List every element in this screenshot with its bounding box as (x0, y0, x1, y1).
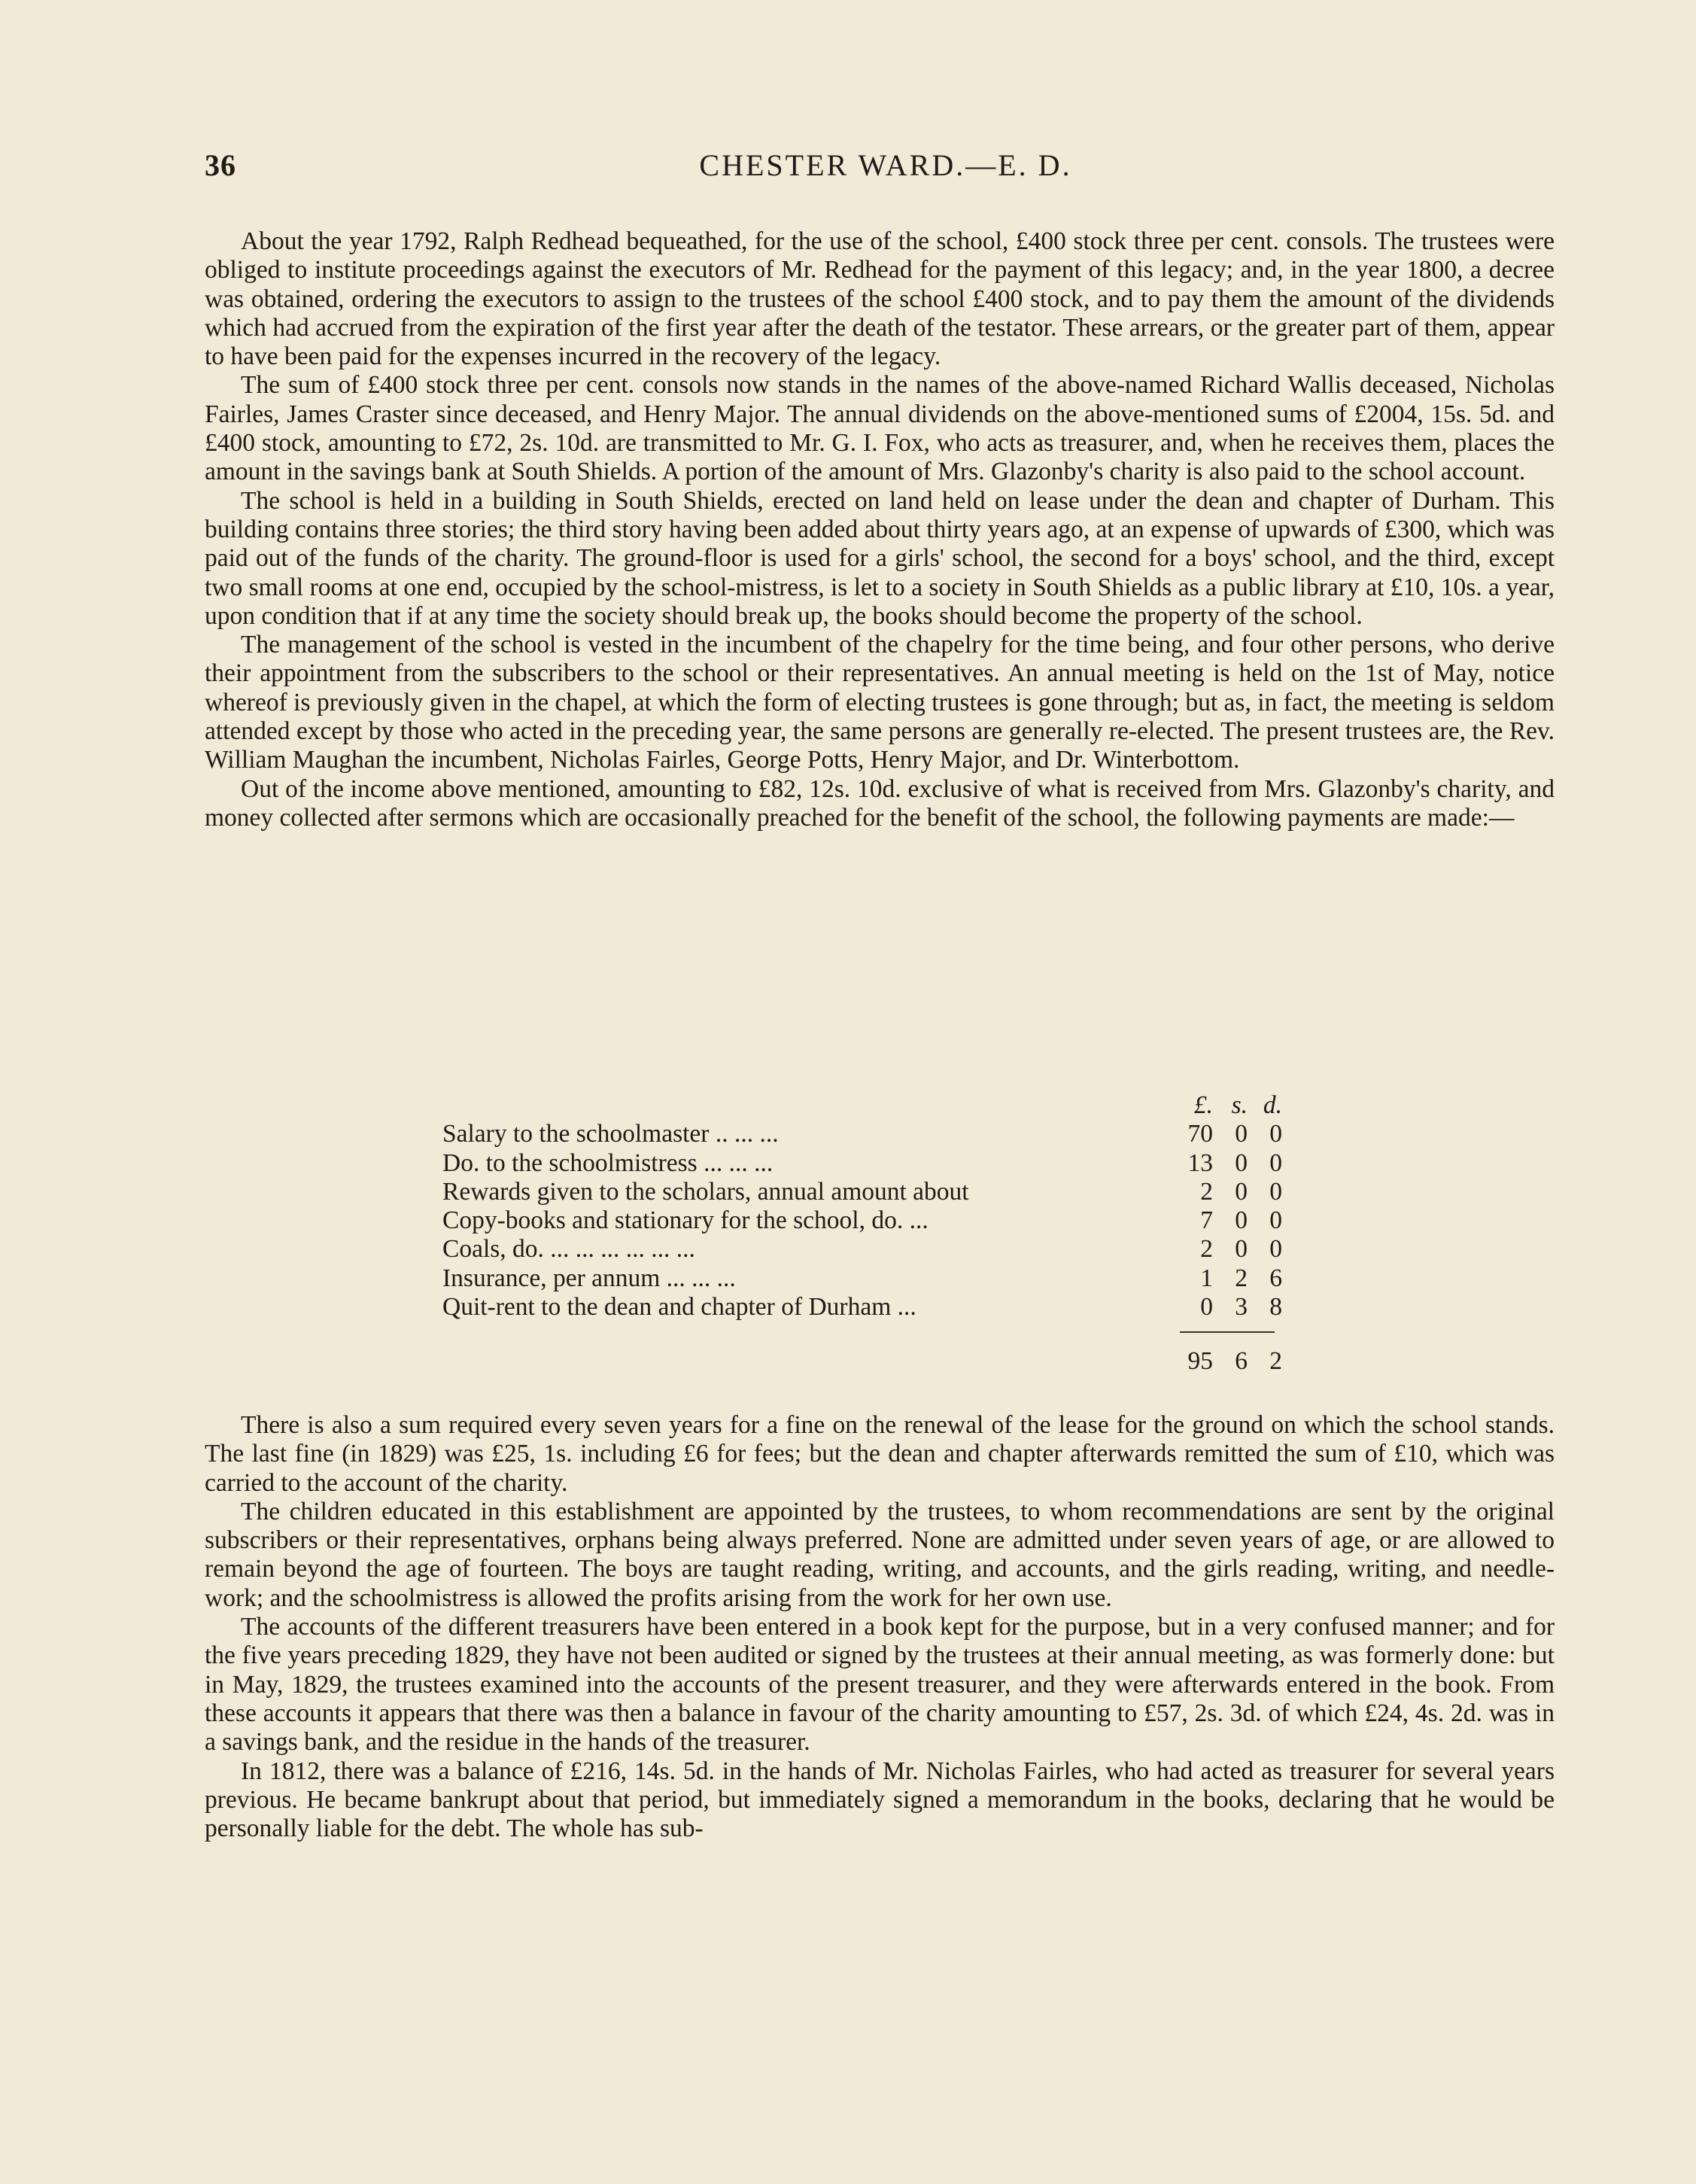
page-header (205, 148, 1567, 196)
cell-pounds: 2 (1200, 1235, 1213, 1264)
total-rule (1180, 1331, 1275, 1333)
paragraph: The sum of £400 stock three per cent. consols now stands in the names of the above-named Richard Wallis deceased, Nicholas Fairles, James Craster since deceased, and Henry Major. The annual dividends on the above-mentioned sums of £2004, 15s. 5d. and £400 stock, amounting to £72, 2s. 10d. are transmitted to Mr. G. I. Fox, who acts as treasurer, and, when he receives them, places the amount in the savings bank at South Shields. A portion of the amount of Mrs. Glazonby's charity is also paid to the school account. (205, 371, 1555, 486)
cell-pounds: 0 (1200, 1293, 1213, 1322)
cell-pounds: 1 (1200, 1264, 1213, 1292)
cell-shillings: 0 (1235, 1148, 1248, 1177)
cell-pounds: 13 (1187, 1148, 1213, 1177)
cell-pence: 6 (1269, 1264, 1282, 1292)
cell-pounds: 7 (1200, 1206, 1213, 1235)
body-text-bottom (205, 1411, 1555, 1843)
paragraph: The children educated in this establishment are appointed by the trustees, to whom recommendations are sent by the original subscribers or their representatives, orphans being always preferred. None are admitted under seven years of age, or are allowed to remain beyond the age of fourteen. The boys are taught reading, writing, and accounts, and the girls reading, writing, and needle-work; and the schoolmistress is allowed the profits arising from the work for her own use. (205, 1497, 1555, 1612)
col-header-pounds: £. (1193, 1091, 1213, 1119)
cell-pence: 0 (1269, 1120, 1282, 1148)
paragraph: In 1812, there was a balance of £216, 14s. 5d. in the hands of Mr. Nicholas Fairles, who had acted as treasurer for several years previous. He became bankrupt about that period, but immediately signed a memorandum in the books, declaring that he would be personally liable for the debt. The whole has sub- (205, 1757, 1555, 1843)
row-label: Coals, do. ... ... ... ... ... ... (442, 1235, 695, 1264)
cell-shillings: 2 (1235, 1264, 1248, 1292)
row-label: Quit-rent to the dean and chapter of Durham ... (442, 1293, 916, 1322)
col-header-pence: d. (1263, 1091, 1282, 1119)
row-label: Salary to the schoolmaster .. ... ... (442, 1120, 779, 1148)
paragraph: Out of the income above mentioned, amounting to £82, 12s. 10d. exclusive of what is received from Mrs. Glazonby's charity, and money collected after sermons which are occasionally preached for the benefit of the school, the following payments are made:— (205, 774, 1555, 832)
row-label: Copy-books and stationary for the school, do. ... (442, 1206, 929, 1235)
page-number: 36 (205, 148, 236, 182)
cell-shillings: 0 (1235, 1177, 1248, 1206)
cell-shillings: 0 (1235, 1235, 1248, 1264)
row-label: Insurance, per annum ... ... ... (442, 1264, 736, 1292)
paragraph: The school is held in a building in South Shields, erected on land held on lease under the dean and chapter of Durham. This building contains three stories; the third story having been added about thirty years ago, at an expense of upwards of £300, which was paid out of the funds of the charity. The ground-floor is used for a girls' school, the second for a boys' school, and the third, except two small rooms at one end, occupied by the school-mistress, is let to a society in South Shields as a public library at £10, 10s. a year, upon condition that if at any time the society should break up, the books should become the property of the school. (205, 486, 1555, 630)
paragraph: The management of the school is vested in the incumbent of the chapelry for the time being, and four other persons, who derive their appointment from the subscribers to the school or their representatives. An annual meeting is held on the 1st of May, notice whereof is previously given in the chapel, at which the form of electing trustees is gone through; but as, in fact, the meeting is seldom attended except by those who acted in the preceding year, the same persons are generally re-elected. The present trustees are, the Rev. William Maughan the incumbent, Nicholas Fairles, George Potts, Henry Major, and Dr. Winterbottom. (205, 631, 1555, 774)
col-header-shillings: s. (1231, 1091, 1248, 1119)
cell-pounds: 2 (1200, 1177, 1213, 1206)
cell-shillings: 0 (1235, 1120, 1248, 1148)
total-pence: 2 (1269, 1347, 1282, 1375)
total-row (442, 1347, 1285, 1376)
paragraph: There is also a sum required every seven years for a fine on the renewal of the lease for the ground on which the school stands. The last fine (in 1829) was £25, 1s. including £6 for fees; but the dean and chapter afterwards remitted the sum of £10, which was carried to the account of the charity. (205, 1411, 1555, 1497)
cell-pounds: 70 (1187, 1120, 1213, 1148)
paragraph: The accounts of the different treasurers have been entered in a book kept for the purpose, but in a very confused manner; and for the five years preceding 1829, they have not been audited or signed by the trustees at their annual meeting, as was formerly done: but in May, 1829, the trustees examined into the accounts of the present treasurer, and they were afterwards entered in the book. From these accounts it appears that there was then a balance in favour of the charity amounting to £57, 2s. 3d. of which £24, 4s. 2d. was in a savings bank, and the residue in the hands of the treasurer. (205, 1613, 1555, 1757)
running-head: CHESTER WARD.—E. D. (699, 148, 1072, 182)
cell-pence: 0 (1269, 1148, 1282, 1177)
cell-shillings: 3 (1235, 1293, 1248, 1322)
paragraph: About the year 1792, Ralph Redhead bequeathed, for the use of the school, £400 stock three per cent. consols. The trustees were obliged to institute proceedings against the executors of Mr. Redhead for the payment of this legacy; and, in the year 1800, a decree was obtained, ordering the executors to assign to the trustees of the school £400 stock, and to pay them the amount of the dividends which had accrued from the expiration of the first year after the death of the testator. These arrears, or the greater part of them, appear to have been paid for the expenses incurred in the recovery of the legacy. (205, 227, 1555, 371)
cell-shillings: 0 (1235, 1206, 1248, 1235)
body-text-top (205, 227, 1555, 832)
row-label: Rewards given to the scholars, annual amount about (442, 1177, 969, 1206)
row-label: Do. to the schoolmistress ... ... ... (442, 1148, 774, 1177)
cell-pence: 0 (1269, 1235, 1282, 1264)
total-shillings: 6 (1235, 1347, 1248, 1375)
total-pounds: 95 (1187, 1347, 1213, 1375)
cell-pence: 8 (1269, 1293, 1282, 1322)
cell-pence: 0 (1269, 1206, 1282, 1235)
cell-pence: 0 (1269, 1177, 1282, 1206)
